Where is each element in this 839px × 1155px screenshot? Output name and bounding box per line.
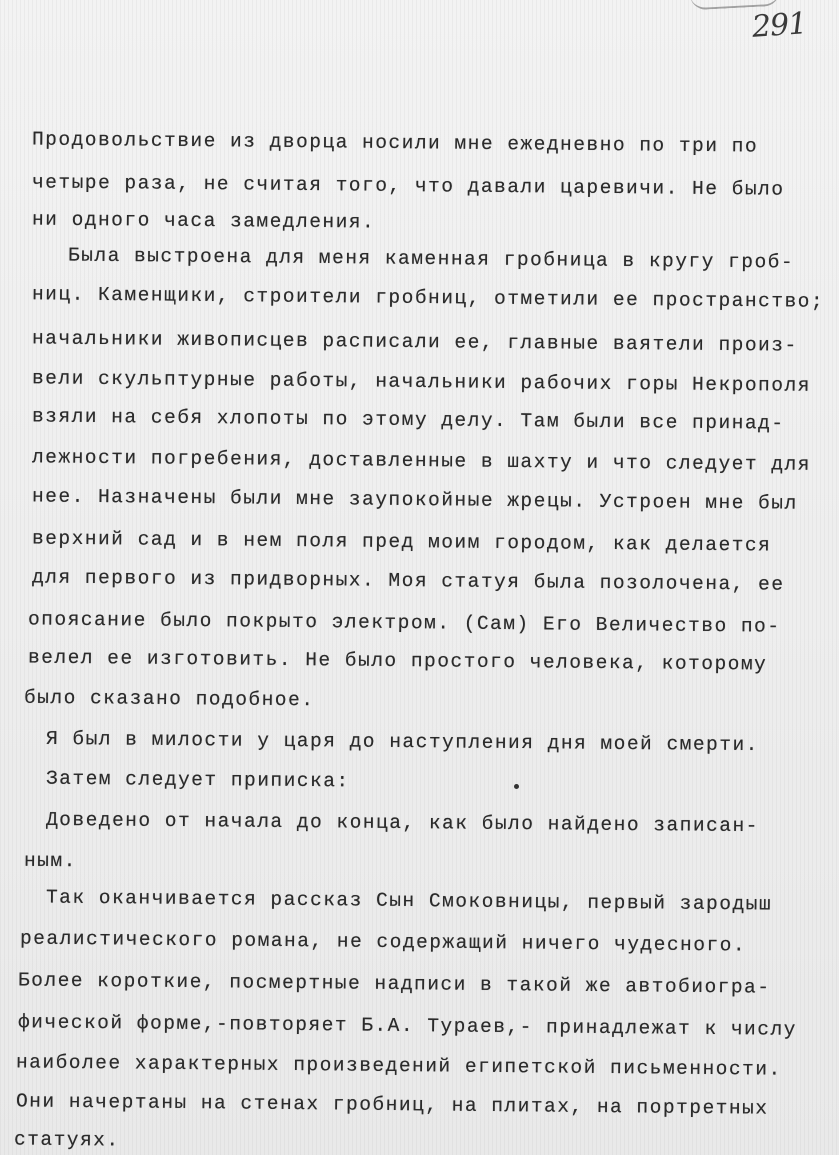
text-line: четыре раза, не считая того, что давали царевичи. Не было xyxy=(31,171,785,201)
text-line: вели скульптурные работы, начальники рабочих горы Некрополя xyxy=(31,367,812,397)
text-line: Более короткие, посмертные надписи в такой же автобиогра- xyxy=(17,969,771,999)
page-number: 291 xyxy=(750,6,808,45)
text-line: велел ее изготовить. Не было простого человека, которому xyxy=(27,646,768,676)
text-line: ни одного часа замедления. xyxy=(31,208,376,234)
text-line: Доведено от начала до конца, как было найдено записан- xyxy=(45,808,759,838)
text-line: нее. Назначены были мне заупокойные жрецы. Устроен мне был xyxy=(31,485,798,515)
text-line: начальники живописцев расписали ее, главные ваятели произ- xyxy=(31,327,798,357)
text-line: Я был в милости у царя до наступления дня моей смерти. xyxy=(45,727,759,757)
text-line: для первого из придворных. Моя статуя была позолочена, ее xyxy=(31,566,785,596)
text-line: Так оканчивается рассказ Сын Смоковницы, первый зародыш xyxy=(45,886,773,916)
text-line: наиболее характерных произведений египетской письменности. xyxy=(15,1051,782,1081)
text-line: фической форме,-повторяет Б.А. Тураев,- принадлежат к числу xyxy=(17,1011,798,1041)
text-line: лежности погребения, доставленные в шахту и что следует для xyxy=(31,446,812,476)
text-line: Затем следует приписка: xyxy=(45,767,350,793)
text-line: ниц. Каменщики, строители гробниц, отметили ее пространство; xyxy=(31,283,825,313)
text-line: Была выстроена для меня каменная гробница в кругу гроб- xyxy=(67,244,795,274)
text-line: было сказано подобное. xyxy=(23,686,315,712)
text-line: Они начертаны на стенах гробниц, на плитах, на портретных xyxy=(15,1090,769,1120)
text-line: взяли на себя хлопоты по этому делу. Там были все принад- xyxy=(31,405,785,435)
text-line: опоясание было покрыто электром. (Сам) Его Величество по- xyxy=(27,608,781,638)
text-line: ным. xyxy=(23,849,77,873)
text-line: статуях. xyxy=(13,1128,120,1152)
text-line: Продовольствие из дворца носили мне ежедневно по три по xyxy=(31,128,759,158)
text-line: реалистического романа, не содержащий ничего чудесного. xyxy=(19,927,747,957)
ink-dot xyxy=(514,784,519,789)
text-line: верхний сад и в нем поля пред моим городом, как делается xyxy=(31,527,772,557)
